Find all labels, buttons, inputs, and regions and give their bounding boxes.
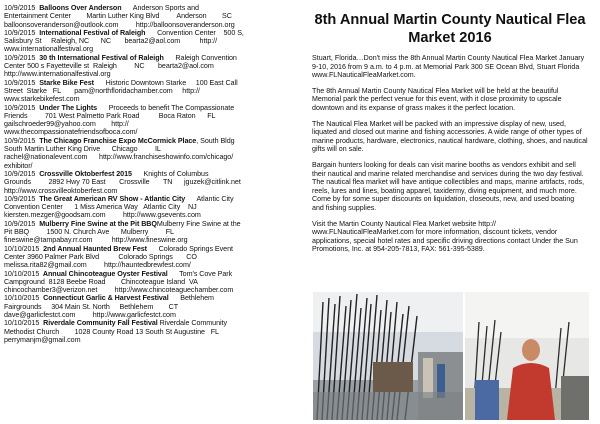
event-line [4, 303, 294, 311]
event-venue: Colorado Springs Event [147, 244, 233, 253]
event-name: Mulberry Fine Swine at the Pit BBQ [35, 219, 157, 228]
event-line [4, 104, 294, 112]
event-detail: Campground 8128 Beebe Road Chincoteague Island VA [4, 277, 198, 286]
event-date: 10/9/2015 [4, 53, 36, 62]
event-detail: exhibitor/ [4, 161, 33, 170]
event-detail: dave@garlicfestct.com http://www.garlicfestct.com [4, 310, 176, 319]
event-entry [4, 29, 294, 54]
event-line [4, 29, 294, 37]
event-line [4, 153, 294, 161]
event-detail: Methodist Church 1028 County Road 13 South St Augustine FL [4, 327, 219, 336]
event-date: 10/9/2015 [4, 28, 36, 37]
event-entry [4, 104, 294, 137]
event-line [4, 79, 294, 87]
event-detail: gailschroeder99@yahoo.com http:// [4, 120, 129, 129]
event-detail: chincochamber3@verizon.net http://www.chincoteaguechamber.com [4, 286, 234, 295]
event-detail: http://www.internationalfestival.org [4, 70, 111, 79]
event-date: 10/10/2015 [4, 244, 40, 253]
article-paragraph: The 8th Annual Martin County Nautical Flea Market will be held at the beautiful Memorial park the perfect venue for this event, with it close proximity to upscale downtown and its expanse of grass makes it the perfect location. [312, 86, 562, 112]
event-date: 10/9/2015 [4, 4, 36, 12]
event-entry [4, 170, 294, 195]
fishing-rods-photo [313, 292, 463, 420]
event-line [4, 328, 294, 336]
event-line [4, 45, 294, 53]
event-date: 10/9/2015 [4, 169, 36, 178]
event-name: Connecticut Garlic & Harvest Festival [39, 294, 169, 303]
event-line [4, 137, 294, 145]
event-listings [4, 4, 294, 420]
event-detail: Salisbury St Raleigh, NC NC bearta2@aol.com http:// [4, 37, 218, 46]
event-detail: Grounds 2892 Hwy 70 East Crossville TN jguzek@citlink.net [4, 178, 241, 187]
event-venue: Proceeds to benefit The Compassionate [97, 103, 235, 112]
event-line [4, 87, 294, 95]
event-name: Annual Chincoteague Oyster Festival [39, 269, 168, 278]
event-line [4, 70, 294, 78]
event-date: 10/9/2015 [4, 103, 36, 112]
event-entry [4, 319, 294, 344]
event-detail: rachel@nationalevent.com http://www.franchiseshowinfo.com/chicago/ [4, 153, 234, 162]
event-name: The Great American RV Show - Atlantic City [35, 194, 186, 203]
event-entry [4, 220, 294, 245]
event-detail: Convention Center 1 Miss America Way Atlantic City NJ [4, 203, 197, 212]
event-line [4, 286, 294, 294]
event-line [4, 178, 294, 186]
event-line [4, 236, 294, 244]
event-detail: Fairgrounds 304 Main St. North Bethlehem CT [4, 302, 179, 311]
event-venue: Mulberry Fine Swine at the [156, 219, 241, 228]
event-line [4, 319, 294, 327]
event-detail: Friends 701 West Palmetto Park Road Boca Raton FL [4, 111, 216, 120]
event-detail: www.starkebikefest.com [4, 95, 80, 104]
event-venue: Riverdale Community [157, 319, 227, 328]
event-venue: , South Bldg [196, 136, 235, 145]
event-line [4, 203, 294, 211]
event-date: 10/10/2015 [4, 294, 40, 303]
event-entry [4, 245, 294, 270]
event-entry [4, 270, 294, 295]
article-title: 8th Annual Martin County Nautical Flea Market 2016 [314, 12, 586, 46]
event-detail: Pit BBQ 1500 N. Church Ave Mulberry FL [4, 228, 174, 237]
event-name: Crossville Oktoberfest 2015 [35, 169, 132, 178]
event-detail: Center 500 s Fayetteville st Raleigh NC bearta2@aol.com [4, 62, 214, 71]
event-line [4, 220, 294, 228]
event-venue: Bethlehem [168, 294, 214, 303]
event-line [4, 112, 294, 120]
event-venue: Anderson Sports and [121, 4, 199, 12]
article-paragraph: Stuart, Florida…Don't miss the 8th Annual Martin County Nautical Flea Market January 9-10, 2016 from 9 a.m. to 4 p.m. at Memorial Park 300 SE Ocean Blvd, Stuart Florida www.FLNauticalFleaMarket.com. [312, 54, 585, 80]
event-line [4, 4, 294, 12]
event-line [4, 162, 294, 170]
event-venue: Convention Center 500 S, [145, 28, 244, 37]
event-line [4, 95, 294, 103]
photo-strip [313, 292, 589, 420]
event-line [4, 12, 294, 20]
event-name: International Festival of Raleigh [35, 28, 146, 37]
event-venue: Atlantic City [185, 194, 234, 203]
event-venue: Knights of Columbus [131, 169, 209, 178]
event-line [4, 21, 294, 29]
event-line [4, 145, 294, 153]
event-venue: Raleigh Convention [163, 53, 237, 62]
event-line [4, 228, 294, 236]
event-line [4, 54, 294, 62]
event-date: 10/9/2015 [4, 136, 36, 145]
event-line [4, 128, 294, 136]
event-line [4, 261, 294, 269]
event-detail: www.thecompassionatefriendsofboca.com/ [4, 128, 138, 137]
event-line [4, 253, 294, 261]
event-date: 10/10/2015 [4, 269, 40, 278]
event-line [4, 278, 294, 286]
event-line [4, 336, 294, 344]
event-detail: fineswine@tampabay.rr.com http://www.fineswine.org [4, 236, 188, 245]
event-date: 10/9/2015 [4, 194, 36, 203]
event-detail: melissa.rita82@gmail.com http://hauntedbrewfest.com/ [4, 261, 191, 270]
event-line [4, 37, 294, 45]
event-name: Under The Lights [35, 103, 98, 112]
event-detail: balloonsoveranderson@outlook.com http://balloonsoveranderson.org [4, 20, 235, 29]
event-venue: Tom's Cove Park [167, 269, 233, 278]
event-date: 10/10/2015 [4, 319, 40, 328]
event-detail: Street Starke FL pam@northfloridachamber.com http:// [4, 86, 200, 95]
event-line [4, 62, 294, 70]
event-line [4, 211, 294, 219]
event-detail: Center 3960 Palmer Park Blvd Colorado Springs CO [4, 252, 197, 261]
article-paragraph: Visit the Martin County Nautical Flea Market website http:// www.FLNauticalFleaMarket.com for more information, discount tickets, vendor applications, special hotel rates and specific driving directions contact Under the Sun Promotions, Inc. at 954-205-7813, FAX: 561-395-5389. [312, 219, 578, 254]
article-paragraph: The Nautical Flea Market will be packed with an impressive display of new, used, liquated and closed out marine and fishing accessories. A wide range of other types of marine products, hardware, electronics, nautical hardware, clothing, shoes, and nautical gifts will on sale. [312, 119, 588, 154]
event-detail: perrymanjm@gmail.com [4, 335, 81, 344]
event-date: 10/9/2015 [4, 78, 36, 87]
event-detail: South Martin Luther King Drive Chicago IL [4, 145, 161, 154]
event-name: 30 th International Festival of Raleigh [35, 53, 164, 62]
event-detail: kiersten.mezger@goodsam.com http://www.gsevents.com [4, 211, 201, 220]
event-line [4, 187, 294, 195]
event-entry [4, 294, 294, 319]
event-line [4, 120, 294, 128]
event-name: 2nd Annual Haunted Brew Fest [39, 244, 147, 253]
event-line [4, 170, 294, 178]
event-line [4, 245, 294, 253]
event-line [4, 270, 294, 278]
event-line [4, 294, 294, 302]
event-entry [4, 137, 294, 170]
event-name: Balloons Over Anderson [35, 4, 122, 12]
event-name: Riverdale Community Fall Festival [39, 319, 158, 328]
event-entry [4, 4, 294, 29]
event-detail: http://www.crossvilleoktoberfest.com [4, 186, 118, 195]
event-detail: Entertainment Center Martin Luther King Blvd Anderson SC [4, 12, 232, 21]
event-date: 10/9/2015 [4, 219, 36, 228]
vendor-photo [465, 292, 589, 420]
event-entry [4, 195, 294, 220]
article [312, 12, 588, 261]
event-detail: www.internationalfestival.org [4, 45, 94, 54]
event-name: Starke Bike Fest [35, 78, 94, 87]
event-entry [4, 54, 294, 79]
event-venue: Historic Downtown Starke 100 East Call [93, 78, 238, 87]
event-name: The Chicago Franchise Expo McCormick Place [35, 136, 197, 145]
article-paragraph: Bargain hunters looking for deals can visit marine booths as vendors exhibit and sell their nautical and marine related merchandise and services during the two day festival. The nautical flea market will have antique collectibles and maps, marine artifacts, rods, reels, lures and lines, boating apparel, taxidermy, diving equipment, and much more. Come by for some super discounts on liquidation, closeouts, new, and used boating and fishing supplies. [312, 160, 585, 212]
event-entry [4, 79, 294, 104]
event-line [4, 195, 294, 203]
event-line [4, 311, 294, 319]
